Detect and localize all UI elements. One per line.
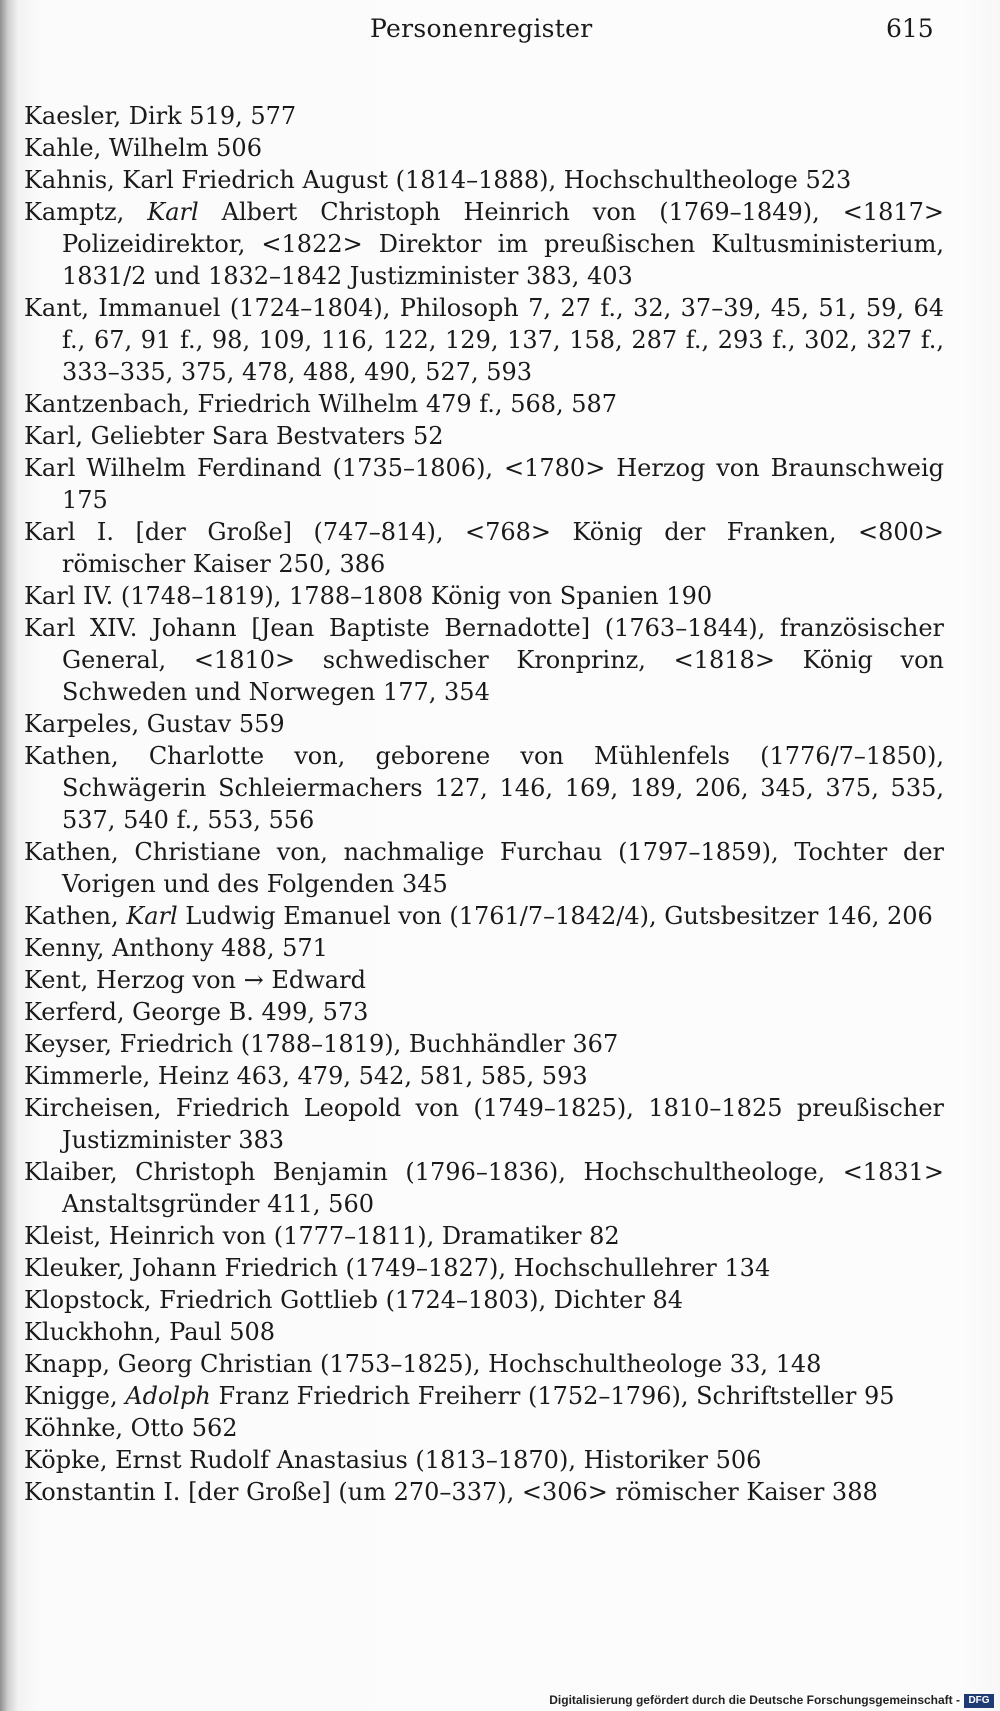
index-entry: Knigge, Adolph Franz Friedrich Freiherr (1752–1796), Schriftsteller 95 — [24, 1382, 895, 1410]
index-entry: Kircheisen, Friedrich Leopold von (1749–1825), 1810–1825 preußischer Justizminister 383 — [24, 1094, 944, 1154]
index-entry: Karl I. [der Große] (747–814), <768> König der Franken, <800> römischer Kaiser 250, 386 — [24, 518, 944, 578]
index-entry: Karpeles, Gustav 559 — [24, 710, 285, 738]
index-entry: Kahnis, Karl Friedrich August (1814–1888), Hochschultheologe 523 — [24, 166, 852, 194]
index-entry: Kamptz, Karl Albert Christoph Heinrich von (1769–1849), <1817> Polizeidirektor, <1822> Direktor im preußischen Kultusministerium, 1831/2 und 1832–1842 Justizminister 383, 403 — [24, 198, 945, 290]
index-entry: Karl XIV. Johann [Jean Baptiste Bernadotte] (1763–1844), französischer General, <1810> schwedischer Kronprinz, <1818> König von Schweden und Norwegen 177, 354 — [24, 614, 944, 706]
index-entry: Karl, Geliebter Sara Bestvaters 52 — [24, 422, 444, 450]
index-entry: Kerferd, George B. 499, 573 — [24, 998, 369, 1026]
index-entry: Kenny, Anthony 488, 571 — [24, 934, 328, 962]
index-entry: Kathen, Christiane von, nachmalige Furchau (1797–1859), Tochter der Vorigen und des Folgenden 345 — [24, 838, 944, 898]
index-entry: Kaesler, Dirk 519, 577 — [24, 102, 297, 130]
digitization-credit: Digitalisierung gefördert durch die Deutsche Forschungsgemeinschaft - — [549, 1693, 960, 1707]
index-entry: Kant, Immanuel (1724–1804), Philosoph 7, 27 f., 32, 37–39, 45, 51, 59, 64 f., 67, 91 f., 98, 109, 116, 122, 129, 137, 158, 287 f., 293 f., 302, 327 f., 333–335, 375, 478, 488, 490, 527, 593 — [24, 294, 944, 386]
index-entry: Konstantin I. [der Große] (um 270–337), <306> römischer Kaiser 388 — [24, 1478, 878, 1506]
index-entry: Karl IV. (1748–1819), 1788–1808 König von Spanien 190 — [24, 582, 713, 610]
index-entry: Kimmerle, Heinz 463, 479, 542, 581, 585, 593 — [24, 1062, 588, 1090]
index-entry: Klaiber, Christoph Benjamin (1796–1836), Hochschultheologe, <1831> Anstaltsgründer 411, 560 — [24, 1158, 944, 1218]
index-entry: Kent, Herzog von → Edward — [24, 966, 366, 994]
index-entry: Köhnke, Otto 562 — [24, 1414, 238, 1442]
running-title: Personenregister — [370, 14, 593, 43]
page-number: 615 — [886, 14, 934, 43]
index-entry: Knapp, Georg Christian (1753–1825), Hochschultheologe 33, 148 — [24, 1350, 822, 1378]
index-entry: Kleist, Heinrich von (1777–1811), Dramatiker 82 — [24, 1222, 620, 1250]
index-entries — [24, 100, 944, 1508]
index-entry: Kluckhohn, Paul 508 — [24, 1318, 276, 1346]
index-entry: Klopstock, Friedrich Gottlieb (1724–1803), Dichter 84 — [24, 1286, 684, 1314]
index-entry: Kantzenbach, Friedrich Wilhelm 479 f., 568, 587 — [24, 390, 618, 418]
index-entry: Karl Wilhelm Ferdinand (1735–1806), <1780> Herzog von Braunschweig 175 — [24, 454, 944, 514]
index-entry: Köpke, Ernst Rudolf Anastasius (1813–1870), Historiker 506 — [24, 1446, 762, 1474]
index-entry: Kathen, Charlotte von, geborene von Mühlenfels (1776/7–1850), Schwägerin Schleiermachers 127, 146, 169, 189, 206, 345, 375, 535, 537, 540 f., 553, 556 — [24, 742, 944, 834]
index-entry: Keyser, Friedrich (1788–1819), Buchhändler 367 — [24, 1030, 619, 1058]
index-entry: Kathen, Karl Ludwig Emanuel von (1761/7–1842/4), Gutsbesitzer 146, 206 — [24, 902, 933, 930]
index-entry: Kleuker, Johann Friedrich (1749–1827), Hochschullehrer 134 — [24, 1254, 771, 1282]
dfg-logo: DFG — [964, 1694, 994, 1708]
index-entry: Kahle, Wilhelm 506 — [24, 134, 262, 162]
